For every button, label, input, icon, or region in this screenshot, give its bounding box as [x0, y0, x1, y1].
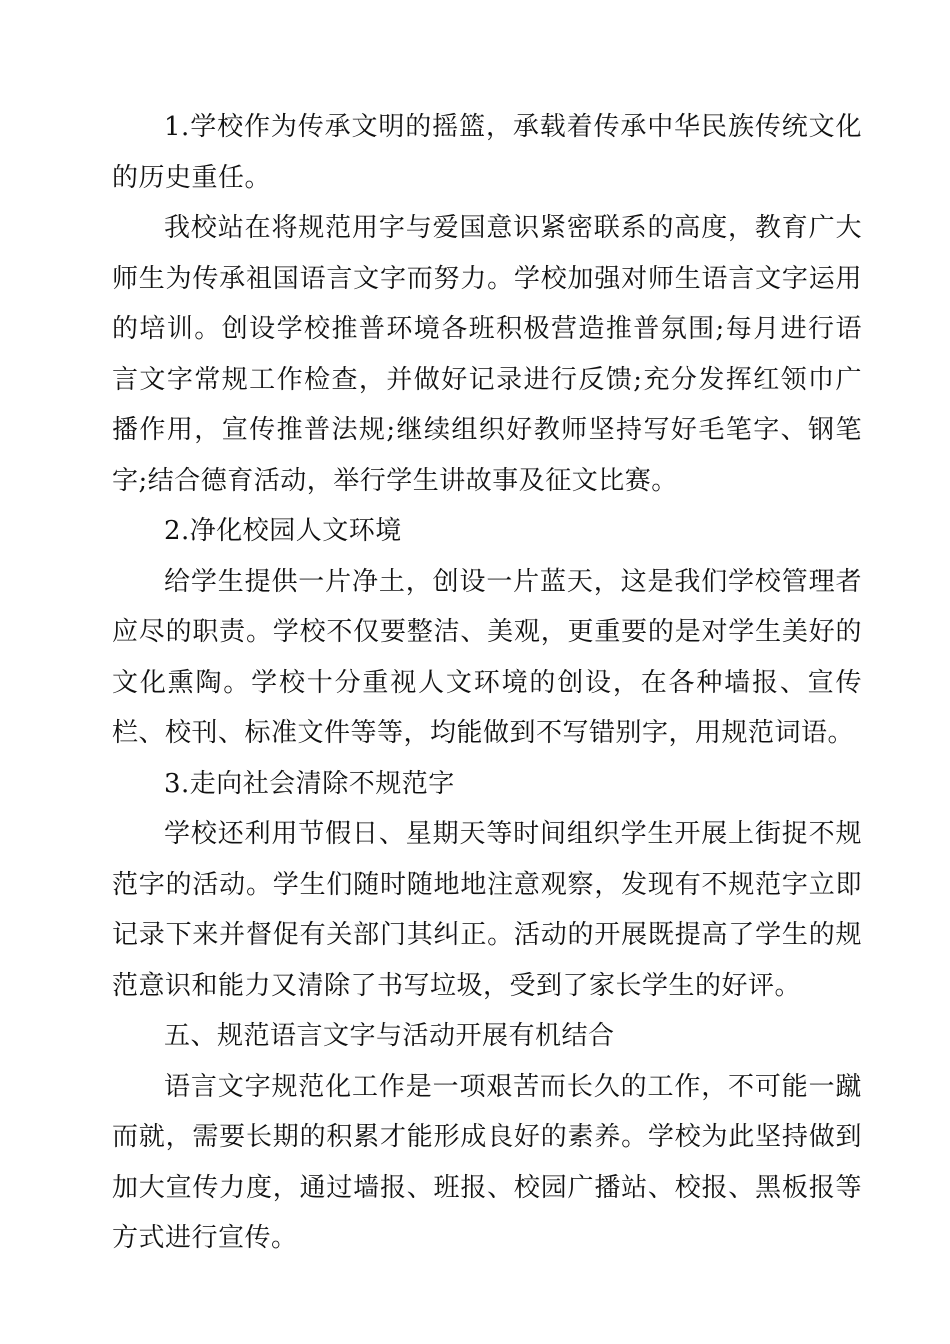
point-3-heading: 3.走向社会清除不规范字: [164, 768, 455, 799]
body-paragraph: 给学生提供一片净土，创设一片蓝天，这是我们学校管理者应尽的职责。学校不仅要整洁、美观，更重要的是对学生美好的文化熏陶。学校十分重视人文环境的创设，在各种墙报、宣传栏、校刊、标准文件等等，均能做到不写错别字，用规范词语。: [112, 566, 862, 748]
document-page: [112, 102, 862, 1264]
section-5-heading: 五、规范语言文字与活动开展有机结合: [164, 1021, 615, 1051]
body-paragraph: 语言文字规范化工作是一项艰苦而长久的工作，不可能一蹴而就，需要长期的积累才能形成良好的素养。学校为此坚持做到加大宣传力度，通过墙报、班报、校园广播站、校报、黑板报等方式进行宣传。: [112, 1071, 862, 1253]
point-2-heading: 2.净化校园人文环境: [164, 516, 402, 546]
point-1-paragraph: 1.学校作为传承文明的摇篮，承载着传承中华民族传统文化的历史重任。: [112, 112, 862, 193]
body-paragraph: 我校站在将规范用字与爱国意识紧密联系的高度，教育广大师生为传承祖国语言文字而努力。学校加强对师生语言文字运用的培训。创设学校推普环境各班积极营造推普氛围;每月进行语言文字常规工作检查，并做好记录进行反馈;充分发挥红领巾广播作用，宣传推普法规;继续组织好教师坚持写好毛笔字、钢笔字;结合德育活动，举行学生讲故事及征文比赛。: [112, 213, 862, 496]
body-paragraph: 学校还利用节假日、星期天等时间组织学生开展上街捉不规范字的活动。学生们随时随地地注意观察，发现有不规范字立即记录下来并督促有关部门其纠正。活动的开展既提高了学生的规范意识和能力又清除了书写垃圾，受到了家长学生的好评。: [112, 819, 862, 1001]
